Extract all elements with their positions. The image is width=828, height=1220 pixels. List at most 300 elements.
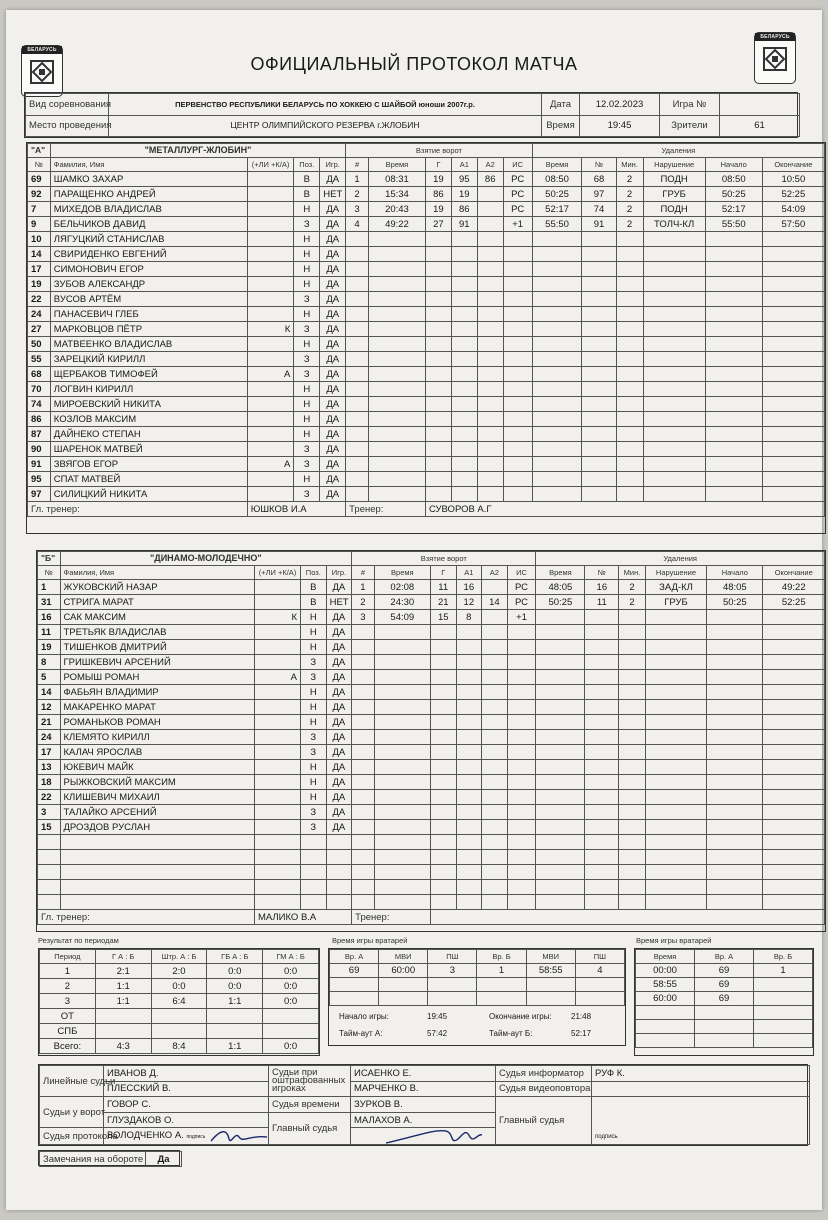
cell <box>379 978 428 992</box>
penalty-end <box>762 292 824 307</box>
penalty-time <box>532 457 582 472</box>
player-role <box>254 595 300 610</box>
goal-situation <box>507 760 536 775</box>
cell <box>754 978 813 992</box>
col-goal-scorer: Г <box>425 158 451 172</box>
table-row <box>38 850 825 865</box>
player-played: НЕТ <box>326 595 352 610</box>
info-judge: РУФ К. <box>592 1066 810 1082</box>
table-row <box>38 610 825 625</box>
penalty-time <box>532 427 582 442</box>
penalty-end <box>762 277 824 292</box>
penalty-violation <box>645 700 706 715</box>
penalty-player <box>582 337 616 352</box>
video-judge-label: Судья видеоповтора <box>496 1081 592 1097</box>
penalty-end <box>763 715 825 730</box>
periods-table <box>38 948 320 1056</box>
goal-time <box>374 670 430 685</box>
penalty-start: 52:17 <box>705 202 762 217</box>
table-row <box>38 835 825 850</box>
table-row <box>636 1034 813 1048</box>
penalty-time: 48:05 <box>536 580 585 595</box>
cell <box>330 978 379 992</box>
timeout-b-label: Тайм-аут Б: <box>489 1029 533 1038</box>
col-goal-scorer: Г <box>430 566 456 580</box>
cell <box>575 978 624 992</box>
player-name: СТРИГА МАРАТ <box>60 595 254 610</box>
goal-assist-1 <box>456 655 482 670</box>
line-judge-1: ИВАНОВ Д. <box>104 1066 269 1082</box>
player-role <box>247 472 294 487</box>
goal-time <box>368 487 425 502</box>
table-row <box>38 895 825 910</box>
goal-time <box>368 247 425 262</box>
penalty-start <box>707 895 763 910</box>
player-name: ЛОГВИН КИРИЛЛ <box>50 382 247 397</box>
penalty-end <box>763 850 825 865</box>
timer-label: Судья времени <box>269 1097 351 1113</box>
player-name: ШАМКО ЗАХАР <box>50 172 247 187</box>
penalty-start <box>705 457 762 472</box>
player-role <box>247 337 294 352</box>
player-name: ЗУБОВ АЛЕКСАНДР <box>50 277 247 292</box>
player-number <box>38 850 61 865</box>
player-position: Н <box>294 202 320 217</box>
player-role <box>254 700 300 715</box>
penalty-violation <box>645 790 706 805</box>
player-name: ПАРАЩЕНКО АНДРЕЙ <box>50 187 247 202</box>
penalty-start <box>705 337 762 352</box>
goal-scorer <box>430 730 456 745</box>
goal-number <box>352 820 375 835</box>
goal-judges-label: Судьи у ворот <box>40 1097 104 1128</box>
goal-assist-1 <box>456 850 482 865</box>
goal-time <box>368 307 425 322</box>
cell: 60:00 <box>636 992 695 1006</box>
penalty-start <box>707 835 763 850</box>
goal-number <box>346 442 369 457</box>
penalty-violation <box>643 232 705 247</box>
player-number: 21 <box>38 715 61 730</box>
table-row <box>38 655 825 670</box>
goal-number <box>346 322 369 337</box>
goal-assist-2 <box>477 352 503 367</box>
goal-situation <box>507 640 536 655</box>
goal-assist-2 <box>482 640 508 655</box>
col-assist2: А2 <box>477 158 503 172</box>
penalty-time <box>532 382 582 397</box>
player-played: ДА <box>326 670 352 685</box>
player-position <box>301 880 327 895</box>
gk-time-table <box>634 948 814 1056</box>
penalty-player <box>585 715 619 730</box>
penalty-end <box>762 442 824 457</box>
player-name: МАРКОВЦОВ ПЁТР <box>50 322 247 337</box>
table-row <box>330 964 625 978</box>
goal-number <box>352 850 375 865</box>
penalty-minutes <box>616 487 643 502</box>
penalty-start <box>707 670 763 685</box>
penalty-time <box>532 352 582 367</box>
cell: 69 <box>330 964 379 978</box>
penalty-minutes <box>619 640 646 655</box>
penalty-player <box>582 352 616 367</box>
goal-assist-1 <box>456 805 482 820</box>
player-position: Н <box>301 760 327 775</box>
goal-assist-2 <box>477 397 503 412</box>
player-number <box>38 865 61 880</box>
penalty-player <box>582 442 616 457</box>
goal-situation <box>503 307 532 322</box>
spectators-label: Зрители <box>660 115 720 137</box>
cell: СПБ <box>40 1024 96 1039</box>
player-position: З <box>294 322 320 337</box>
table-row <box>28 397 825 412</box>
goal-number: 2 <box>352 595 375 610</box>
coach-label: Гл. тренер: <box>28 502 248 517</box>
table-row <box>38 820 825 835</box>
penalty-minutes <box>616 367 643 382</box>
goal-assist-1 <box>456 670 482 685</box>
player-played <box>326 895 352 910</box>
penalty-time: 50:25 <box>532 187 582 202</box>
penalty-minutes <box>619 895 646 910</box>
signature-icon <box>209 1125 269 1147</box>
penalty-end <box>762 337 824 352</box>
goal-situation <box>503 412 532 427</box>
periods-title: Результат по периодам <box>38 936 119 945</box>
table-row <box>28 457 825 472</box>
penalty-violation <box>643 442 705 457</box>
cell: 3 <box>40 994 96 1009</box>
player-number: 7 <box>28 202 51 217</box>
penalty-end <box>762 457 824 472</box>
player-number: 70 <box>28 382 51 397</box>
goal-time <box>374 715 430 730</box>
player-played: ДА <box>320 487 346 502</box>
goal-number: 1 <box>346 172 369 187</box>
penalty-box-judge-2: МАРЧЕНКО В. <box>351 1081 496 1097</box>
goal-situation: РС <box>507 580 536 595</box>
penalty-time: 50:25 <box>536 595 585 610</box>
penalty-minutes <box>616 322 643 337</box>
penalty-minutes: 2 <box>616 187 643 202</box>
col-situation: ИС <box>507 566 536 580</box>
goal-number <box>352 760 375 775</box>
goal-situation <box>503 457 532 472</box>
penalty-end <box>763 610 825 625</box>
col-violation: Нарушение <box>643 158 705 172</box>
penalty-box-judge-1: ИСАЕНКО Е. <box>351 1066 496 1082</box>
goal-assist-1 <box>451 337 477 352</box>
penalty-time <box>532 367 582 382</box>
penalty-minutes <box>616 247 643 262</box>
goal-time <box>368 277 425 292</box>
player-role <box>254 880 300 895</box>
goal-scorer <box>430 745 456 760</box>
player-position: З <box>294 217 320 232</box>
player-position <box>301 850 327 865</box>
player-number: 27 <box>28 322 51 337</box>
penalty-end <box>762 472 824 487</box>
goal-scorer: 11 <box>430 580 456 595</box>
goal-scorer <box>430 625 456 640</box>
goal-number <box>346 337 369 352</box>
trainer-name: СУВОРОВ А.Г <box>425 502 824 517</box>
goal-assist-2 <box>477 202 503 217</box>
goal-situation: +1 <box>507 610 536 625</box>
penalty-start <box>705 322 762 337</box>
cell: 8:4 <box>151 1039 207 1054</box>
cell: 2:1 <box>95 964 151 979</box>
player-played: ДА <box>320 247 346 262</box>
goal-assist-2 <box>482 730 508 745</box>
table-row <box>38 745 825 760</box>
header-cell: Время <box>636 950 695 964</box>
penalty-violation <box>645 760 706 775</box>
player-name: ШАРЕНОК МАТВЕЙ <box>50 442 247 457</box>
penalty-violation: ТОЛЧ-КЛ <box>643 217 705 232</box>
document-title: ОФИЦИАЛЬНЫЙ ПРОТОКОЛ МАТЧА <box>250 54 578 74</box>
penalty-player <box>585 625 619 640</box>
timeout-a-label: Тайм-аут А: <box>339 1029 383 1038</box>
penalty-violation <box>645 670 706 685</box>
end-value: 21:48 <box>571 1012 592 1021</box>
penalty-violation <box>643 427 705 442</box>
penalty-end: 10:50 <box>762 172 824 187</box>
table-row <box>38 760 825 775</box>
penalty-violation <box>645 655 706 670</box>
goal-scorer <box>425 232 451 247</box>
team-a-section <box>26 142 826 534</box>
player-position: З <box>301 730 327 745</box>
goal-assist-2 <box>482 670 508 685</box>
head-coach: ЮШКОВ И.А <box>247 502 345 517</box>
penalty-violation <box>643 397 705 412</box>
header-cell: Вр. А <box>695 950 754 964</box>
goal-assist-2: 86 <box>477 172 503 187</box>
player-role: А <box>247 457 294 472</box>
penalty-end <box>763 745 825 760</box>
goal-scorer <box>430 760 456 775</box>
player-role: А <box>247 367 294 382</box>
player-name: СИМОНОВИЧ ЕГОР <box>50 262 247 277</box>
player-role <box>247 247 294 262</box>
penalty-time <box>532 232 582 247</box>
player-position: В <box>294 187 320 202</box>
player-number: 19 <box>28 277 51 292</box>
cell: Всего: <box>40 1039 96 1054</box>
cell: 1:1 <box>95 994 151 1009</box>
col-pos: Поз. <box>301 566 327 580</box>
player-played: ДА <box>326 580 352 595</box>
player-role <box>247 412 294 427</box>
penalty-time <box>536 670 585 685</box>
goal-assist-2: 14 <box>482 595 508 610</box>
goal-number: 3 <box>352 610 375 625</box>
penalty-minutes <box>619 775 646 790</box>
goal-assist-2 <box>477 442 503 457</box>
col-goal-no: # <box>346 158 369 172</box>
goal-assist-1 <box>451 352 477 367</box>
cell: 0:0 <box>207 979 263 994</box>
player-name: МАКАРЕНКО МАРАТ <box>60 700 254 715</box>
goal-scorer: 27 <box>425 217 451 232</box>
penalty-end <box>763 790 825 805</box>
table-row <box>38 865 825 880</box>
player-role <box>254 820 300 835</box>
competition-value: ПЕРВЕНСТВО РЕСПУБЛИКИ БЕЛАРУСЬ ПО ХОККЕЮ С ШАЙБОЙ юноши 2007г.р. <box>109 94 542 116</box>
player-role: К <box>247 322 294 337</box>
goals-header: Взятие ворот <box>352 552 536 566</box>
goal-situation <box>507 880 536 895</box>
player-played: ДА <box>326 610 352 625</box>
penalty-minutes <box>619 625 646 640</box>
goal-assist-2 <box>482 625 508 640</box>
player-position <box>301 835 327 850</box>
player-name <box>60 865 254 880</box>
goal-assist-2 <box>477 262 503 277</box>
goal-scorer <box>425 322 451 337</box>
cell <box>151 1009 207 1024</box>
penalty-end <box>763 700 825 715</box>
penalty-start <box>707 640 763 655</box>
penalty-player <box>582 262 616 277</box>
penalty-start <box>707 820 763 835</box>
remarks-value: Да <box>146 1152 182 1167</box>
player-position: З <box>294 442 320 457</box>
signature-icon <box>384 1123 484 1147</box>
goal-number <box>352 655 375 670</box>
goal-assist-2 <box>482 685 508 700</box>
penalty-violation <box>643 487 705 502</box>
player-name: КЛИШЕВИЧ МИХАИЛ <box>60 790 254 805</box>
penalty-time <box>536 745 585 760</box>
player-number: 11 <box>38 625 61 640</box>
goal-situation <box>503 352 532 367</box>
goal-assist-2 <box>477 322 503 337</box>
cell <box>695 1034 754 1048</box>
penalty-violation <box>643 382 705 397</box>
penalty-player <box>582 307 616 322</box>
table-row <box>38 730 825 745</box>
penalty-violation: ПОДН <box>643 202 705 217</box>
penalty-minutes <box>616 337 643 352</box>
penalty-time <box>532 247 582 262</box>
goal-time <box>368 367 425 382</box>
player-role <box>254 790 300 805</box>
player-position: Н <box>294 307 320 322</box>
goal-time <box>368 382 425 397</box>
goal-situation <box>507 745 536 760</box>
goal-assist-2 <box>477 292 503 307</box>
penalty-start: 50:25 <box>705 187 762 202</box>
penalty-minutes <box>619 790 646 805</box>
cell <box>95 1009 151 1024</box>
goal-scorer <box>430 850 456 865</box>
table-row <box>38 790 825 805</box>
goal-assist-1 <box>456 790 482 805</box>
penalty-end <box>763 670 825 685</box>
penalty-player <box>582 232 616 247</box>
penalty-end <box>763 835 825 850</box>
table-row <box>40 1039 319 1054</box>
penalty-end <box>762 487 824 502</box>
penalty-violation <box>643 307 705 322</box>
player-played: ДА <box>320 307 346 322</box>
player-name: ПАНАСЕВИЧ ГЛЕБ <box>50 307 247 322</box>
col-assist1: А1 <box>451 158 477 172</box>
table-row <box>38 775 825 790</box>
table-row <box>28 322 825 337</box>
table-row <box>28 352 825 367</box>
penalty-violation <box>643 277 705 292</box>
penalty-start <box>707 790 763 805</box>
goal-number <box>352 640 375 655</box>
penalty-minutes <box>619 610 646 625</box>
goal-assist-2 <box>477 487 503 502</box>
player-name: ЛЯГУЦКИЙ СТАНИСЛАВ <box>50 232 247 247</box>
header-cell: Штр. А : Б <box>151 950 207 964</box>
table-row <box>28 382 825 397</box>
player-number: 14 <box>28 247 51 262</box>
goal-time <box>374 865 430 880</box>
goal-time <box>374 730 430 745</box>
goal-assist-1 <box>456 820 482 835</box>
goal-assist-1 <box>456 895 482 910</box>
main-judge: МАЛАХОВ А. <box>351 1112 496 1128</box>
penalty-player: 74 <box>582 202 616 217</box>
penalties-header: Удаления <box>532 144 824 158</box>
goal-number <box>352 790 375 805</box>
penalty-time <box>536 895 585 910</box>
trainer-label: Тренер: <box>346 502 426 517</box>
goal-scorer: 19 <box>425 172 451 187</box>
goal-number <box>352 805 375 820</box>
penalty-player <box>585 655 619 670</box>
goal-assist-1 <box>456 730 482 745</box>
player-played: ДА <box>326 805 352 820</box>
penalty-player <box>582 322 616 337</box>
goal-time <box>368 427 425 442</box>
penalty-end <box>763 625 825 640</box>
penalty-end <box>763 730 825 745</box>
cell: 0:0 <box>151 979 207 994</box>
player-played: ДА <box>320 367 346 382</box>
table-row <box>636 992 813 1006</box>
protocol-judge-name: ВОЛОДЧЕНКО А. <box>107 1129 184 1141</box>
player-played: ДА <box>320 292 346 307</box>
penalty-minutes <box>619 700 646 715</box>
player-played: ДА <box>326 790 352 805</box>
player-name: ДАЙНЕКО СТЕПАН <box>50 427 247 442</box>
player-number: 91 <box>28 457 51 472</box>
col-li: (+ЛИ +К/А) <box>254 566 300 580</box>
player-role <box>254 805 300 820</box>
head-coach: МАЛИКО В.А <box>254 910 351 925</box>
player-played: ДА <box>320 442 346 457</box>
goal-assist-1 <box>456 685 482 700</box>
goal-assist-2 <box>482 580 508 595</box>
penalty-start <box>707 610 763 625</box>
player-name: ЮКЕВИЧ МАЙК <box>60 760 254 775</box>
goal-assist-1 <box>451 442 477 457</box>
player-played: ДА <box>326 625 352 640</box>
penalty-end <box>762 247 824 262</box>
goal-assist-1 <box>451 292 477 307</box>
player-number: 68 <box>28 367 51 382</box>
goal-time <box>374 775 430 790</box>
